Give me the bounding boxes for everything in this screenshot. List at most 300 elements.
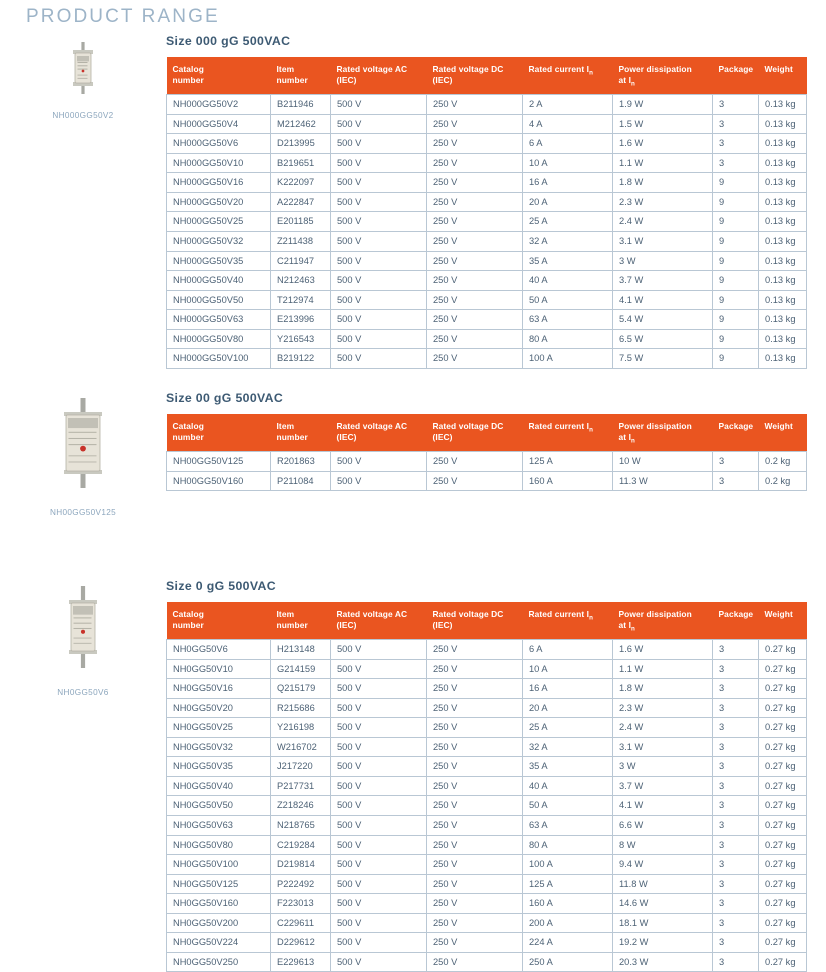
cell-item-number: M212462 <box>271 114 331 134</box>
cell-rated-current: 20 A <box>523 192 613 212</box>
cell-rated-voltage-ac: 500 V <box>331 251 427 271</box>
column-header-rated-voltage-ac: Rated voltage AC (IEC) <box>331 602 427 640</box>
cell-weight: 0.13 kg <box>759 192 807 212</box>
cell-catalog-number: NH000GG50V6 <box>167 134 271 154</box>
spec-table-block <box>144 391 826 491</box>
table-row <box>167 757 807 777</box>
cell-catalog-number: NH000GG50V16 <box>167 173 271 193</box>
cell-weight: 0.27 kg <box>759 835 807 855</box>
cell-rated-voltage-dc: 250 V <box>427 471 523 491</box>
cell-rated-current: 40 A <box>523 776 613 796</box>
spec-table <box>166 602 807 972</box>
cell-weight: 0.27 kg <box>759 776 807 796</box>
cell-catalog-number: NH000GG50V35 <box>167 251 271 271</box>
cell-weight: 0.13 kg <box>759 212 807 232</box>
cell-item-number: N218765 <box>271 815 331 835</box>
cell-power-dissipation: 6.5 W <box>613 329 713 349</box>
cell-rated-voltage-ac: 500 V <box>331 679 427 699</box>
cell-rated-voltage-dc: 250 V <box>427 952 523 972</box>
column-header-rated-current: Rated current $I_n$ <box>523 602 613 640</box>
table-row <box>167 874 807 894</box>
cell-weight: 0.27 kg <box>759 698 807 718</box>
column-header-rated-current: Rated current $I_n$ <box>523 57 613 95</box>
product-figure <box>22 579 144 697</box>
cell-catalog-number: NH0GG50V40 <box>167 776 271 796</box>
column-header-power-dissipation: Power dissipation at $I_n$ <box>613 57 713 95</box>
table-row <box>167 776 807 796</box>
table-row <box>167 134 807 154</box>
cell-rated-current: 2 A <box>523 95 613 115</box>
table-row <box>167 232 807 252</box>
table-row <box>167 153 807 173</box>
cell-weight: 0.27 kg <box>759 679 807 699</box>
cell-item-number: Q215179 <box>271 679 331 699</box>
cell-rated-voltage-ac: 500 V <box>331 452 427 472</box>
cell-weight: 0.13 kg <box>759 134 807 154</box>
cell-rated-voltage-ac: 500 V <box>331 232 427 252</box>
product-figure <box>22 34 144 120</box>
table-row <box>167 173 807 193</box>
column-header-rated-voltage-dc: Rated voltage DC (IEC) <box>427 414 523 452</box>
cell-rated-voltage-ac: 500 V <box>331 271 427 291</box>
cell-weight: 0.27 kg <box>759 815 807 835</box>
cell-rated-voltage-ac: 500 V <box>331 329 427 349</box>
column-header-catalog-number: Catalog number <box>167 602 271 640</box>
cell-rated-current: 80 A <box>523 329 613 349</box>
cell-package: 3 <box>713 737 759 757</box>
cell-catalog-number: NH0GG50V250 <box>167 952 271 972</box>
column-header-item-number: Item number <box>271 602 331 640</box>
column-header-package: Package <box>713 57 759 95</box>
table-row <box>167 640 807 660</box>
cell-rated-current: 50 A <box>523 796 613 816</box>
column-header-catalog-number: Catalog number <box>167 57 271 95</box>
nh-fuse-link-icon <box>46 397 120 494</box>
cell-rated-current: 224 A <box>523 933 613 953</box>
cell-power-dissipation: 2.3 W <box>613 192 713 212</box>
table-row <box>167 698 807 718</box>
cell-weight: 0.13 kg <box>759 349 807 369</box>
product-figure <box>22 391 144 517</box>
table-row <box>167 212 807 232</box>
cell-weight: 0.27 kg <box>759 933 807 953</box>
cell-rated-current: 50 A <box>523 290 613 310</box>
nh-fuse-link-icon <box>54 585 112 674</box>
cell-item-number: E201185 <box>271 212 331 232</box>
cell-weight: 0.13 kg <box>759 329 807 349</box>
cell-power-dissipation: 2.4 W <box>613 718 713 738</box>
cell-rated-voltage-dc: 250 V <box>427 349 523 369</box>
column-header-rated-voltage-dc: Rated voltage DC (IEC) <box>427 602 523 640</box>
cell-rated-voltage-ac: 500 V <box>331 192 427 212</box>
cell-rated-voltage-dc: 250 V <box>427 698 523 718</box>
cell-rated-voltage-dc: 250 V <box>427 874 523 894</box>
nh-fuse-link-icon <box>60 40 106 101</box>
cell-rated-current: 160 A <box>523 894 613 914</box>
cell-package: 3 <box>713 718 759 738</box>
cell-rated-current: 20 A <box>523 698 613 718</box>
cell-power-dissipation: 9.4 W <box>613 855 713 875</box>
cell-item-number: C219284 <box>271 835 331 855</box>
cell-catalog-number: NH0GG50V32 <box>167 737 271 757</box>
cell-item-number: C211947 <box>271 251 331 271</box>
cell-package: 3 <box>713 855 759 875</box>
table-row <box>167 349 807 369</box>
spec-table-block <box>144 579 826 972</box>
cell-catalog-number: NH0GG50V35 <box>167 757 271 777</box>
product-section <box>0 579 826 972</box>
column-header-rated-current: Rated current $I_n$ <box>523 414 613 452</box>
cell-rated-voltage-ac: 500 V <box>331 290 427 310</box>
column-header-package: Package <box>713 602 759 640</box>
cell-catalog-number: NH0GG50V16 <box>167 679 271 699</box>
cell-catalog-number: NH00GG50V160 <box>167 471 271 491</box>
cell-weight: 0.27 kg <box>759 640 807 660</box>
cell-rated-voltage-dc: 250 V <box>427 310 523 330</box>
cell-rated-voltage-ac: 500 V <box>331 737 427 757</box>
cell-rated-voltage-ac: 500 V <box>331 894 427 914</box>
cell-rated-voltage-ac: 500 V <box>331 855 427 875</box>
cell-item-number: B219651 <box>271 153 331 173</box>
cell-rated-current: 125 A <box>523 452 613 472</box>
table-row <box>167 251 807 271</box>
cell-weight: 0.13 kg <box>759 173 807 193</box>
cell-power-dissipation: 4.1 W <box>613 796 713 816</box>
cell-package: 9 <box>713 251 759 271</box>
cell-power-dissipation: 1.8 W <box>613 173 713 193</box>
cell-rated-voltage-ac: 500 V <box>331 153 427 173</box>
column-header-weight: Weight <box>759 414 807 452</box>
cell-power-dissipation: 3.1 W <box>613 232 713 252</box>
table-row <box>167 855 807 875</box>
cell-catalog-number: NH0GG50V63 <box>167 815 271 835</box>
cell-rated-voltage-ac: 500 V <box>331 471 427 491</box>
cell-item-number: D213995 <box>271 134 331 154</box>
cell-rated-voltage-dc: 250 V <box>427 737 523 757</box>
column-header-package: Package <box>713 414 759 452</box>
cell-catalog-number: NH000GG50V63 <box>167 310 271 330</box>
cell-rated-voltage-dc: 250 V <box>427 232 523 252</box>
cell-rated-current: 35 A <box>523 251 613 271</box>
cell-rated-voltage-ac: 500 V <box>331 913 427 933</box>
cell-rated-current: 100 A <box>523 349 613 369</box>
cell-item-number: D219814 <box>271 855 331 875</box>
cell-rated-voltage-dc: 250 V <box>427 757 523 777</box>
cell-rated-voltage-ac: 500 V <box>331 310 427 330</box>
cell-power-dissipation: 3.7 W <box>613 271 713 291</box>
cell-item-number: W216702 <box>271 737 331 757</box>
cell-rated-voltage-dc: 250 V <box>427 329 523 349</box>
cell-item-number: P211084 <box>271 471 331 491</box>
cell-item-number: R215686 <box>271 698 331 718</box>
cell-rated-voltage-dc: 250 V <box>427 776 523 796</box>
cell-package: 3 <box>713 796 759 816</box>
cell-rated-voltage-dc: 250 V <box>427 796 523 816</box>
product-caption: NH000GG50V2 <box>52 111 114 120</box>
cell-rated-voltage-dc: 250 V <box>427 640 523 660</box>
table-row <box>167 452 807 472</box>
product-caption: NH0GG50V6 <box>57 687 109 697</box>
cell-item-number: P222492 <box>271 874 331 894</box>
cell-weight: 0.27 kg <box>759 913 807 933</box>
section-heading: Size 00 gG 500VAC <box>166 390 284 405</box>
cell-package: 9 <box>713 329 759 349</box>
cell-rated-current: 16 A <box>523 679 613 699</box>
cell-weight: 0.13 kg <box>759 153 807 173</box>
table-row <box>167 952 807 972</box>
cell-package: 3 <box>713 933 759 953</box>
column-header-weight: Weight <box>759 602 807 640</box>
table-row <box>167 271 807 291</box>
cell-package: 3 <box>713 95 759 115</box>
table-row <box>167 894 807 914</box>
cell-weight: 0.27 kg <box>759 894 807 914</box>
cell-package: 3 <box>713 471 759 491</box>
cell-rated-voltage-dc: 250 V <box>427 251 523 271</box>
cell-power-dissipation: 8 W <box>613 835 713 855</box>
cell-rated-voltage-ac: 500 V <box>331 757 427 777</box>
cell-power-dissipation: 1.8 W <box>613 679 713 699</box>
cell-item-number: N212463 <box>271 271 331 291</box>
cell-item-number: D229612 <box>271 933 331 953</box>
cell-rated-voltage-ac: 500 V <box>331 134 427 154</box>
cell-item-number: C229611 <box>271 913 331 933</box>
cell-item-number: R201863 <box>271 452 331 472</box>
cell-catalog-number: NH0GG50V10 <box>167 659 271 679</box>
column-header-item-number: Item number <box>271 57 331 95</box>
cell-rated-voltage-dc: 250 V <box>427 835 523 855</box>
cell-rated-voltage-dc: 250 V <box>427 153 523 173</box>
cell-power-dissipation: 3 W <box>613 757 713 777</box>
cell-rated-voltage-dc: 250 V <box>427 212 523 232</box>
table-row <box>167 737 807 757</box>
cell-rated-current: 35 A <box>523 757 613 777</box>
cell-weight: 0.13 kg <box>759 271 807 291</box>
cell-package: 3 <box>713 134 759 154</box>
cell-item-number: Z211438 <box>271 232 331 252</box>
cell-catalog-number: NH000GG50V32 <box>167 232 271 252</box>
cell-catalog-number: NH0GG50V160 <box>167 894 271 914</box>
product-section <box>0 34 826 369</box>
cell-power-dissipation: 1.1 W <box>613 153 713 173</box>
cell-weight: 0.27 kg <box>759 874 807 894</box>
column-header-power-dissipation: Power dissipation at $I_n$ <box>613 414 713 452</box>
cell-package: 3 <box>713 913 759 933</box>
cell-item-number: H213148 <box>271 640 331 660</box>
cell-catalog-number: NH000GG50V40 <box>167 271 271 291</box>
table-header-row <box>167 414 807 452</box>
cell-package: 3 <box>713 659 759 679</box>
cell-package: 9 <box>713 271 759 291</box>
cell-rated-current: 250 A <box>523 952 613 972</box>
cell-catalog-number: NH0GG50V6 <box>167 640 271 660</box>
cell-rated-current: 25 A <box>523 718 613 738</box>
cell-rated-current: 63 A <box>523 310 613 330</box>
cell-package: 3 <box>713 952 759 972</box>
table-row <box>167 835 807 855</box>
cell-power-dissipation: 20.3 W <box>613 952 713 972</box>
cell-rated-voltage-dc: 250 V <box>427 815 523 835</box>
cell-rated-voltage-ac: 500 V <box>331 874 427 894</box>
cell-weight: 0.13 kg <box>759 310 807 330</box>
cell-rated-voltage-dc: 250 V <box>427 192 523 212</box>
cell-rated-voltage-ac: 500 V <box>331 95 427 115</box>
cell-package: 9 <box>713 310 759 330</box>
cell-rated-voltage-dc: 250 V <box>427 134 523 154</box>
cell-power-dissipation: 3.1 W <box>613 737 713 757</box>
table-row <box>167 659 807 679</box>
cell-power-dissipation: 18.1 W <box>613 913 713 933</box>
cell-power-dissipation: 7.5 W <box>613 349 713 369</box>
spec-table <box>166 57 807 369</box>
cell-catalog-number: NH000GG50V2 <box>167 95 271 115</box>
product-section <box>0 391 826 517</box>
cell-rated-current: 10 A <box>523 153 613 173</box>
cell-rated-voltage-dc: 250 V <box>427 659 523 679</box>
cell-package: 9 <box>713 173 759 193</box>
section-heading: Size 0 gG 500VAC <box>166 578 276 593</box>
cell-package: 3 <box>713 452 759 472</box>
product-caption: NH00GG50V125 <box>49 507 117 517</box>
cell-item-number: B219122 <box>271 349 331 369</box>
cell-catalog-number: NH0GG50V25 <box>167 718 271 738</box>
column-header-item-number: Item number <box>271 414 331 452</box>
cell-power-dissipation: 10 W <box>613 452 713 472</box>
cell-catalog-number: NH000GG50V10 <box>167 153 271 173</box>
cell-weight: 0.27 kg <box>759 757 807 777</box>
column-header-catalog-number: Catalog number <box>167 414 271 452</box>
cell-rated-voltage-ac: 500 V <box>331 114 427 134</box>
cell-rated-current: 6 A <box>523 134 613 154</box>
cell-item-number: Y216543 <box>271 329 331 349</box>
cell-package: 3 <box>713 894 759 914</box>
cell-item-number: B211946 <box>271 95 331 115</box>
cell-rated-voltage-dc: 250 V <box>427 452 523 472</box>
cell-item-number: Y216198 <box>271 718 331 738</box>
cell-item-number: A222847 <box>271 192 331 212</box>
cell-rated-current: 6 A <box>523 640 613 660</box>
cell-power-dissipation: 3 W <box>613 251 713 271</box>
cell-rated-current: 160 A <box>523 471 613 491</box>
cell-power-dissipation: 1.1 W <box>613 659 713 679</box>
table-row <box>167 815 807 835</box>
cell-package: 3 <box>713 757 759 777</box>
cell-catalog-number: NH0GG50V20 <box>167 698 271 718</box>
cell-package: 9 <box>713 212 759 232</box>
table-row <box>167 796 807 816</box>
cell-catalog-number: NH0GG50V50 <box>167 796 271 816</box>
cell-rated-voltage-ac: 500 V <box>331 212 427 232</box>
cell-weight: 0.27 kg <box>759 952 807 972</box>
cell-weight: 0.27 kg <box>759 796 807 816</box>
cell-item-number: E213996 <box>271 310 331 330</box>
cell-weight: 0.13 kg <box>759 251 807 271</box>
spec-table-block <box>144 34 826 369</box>
table-row <box>167 718 807 738</box>
cell-rated-voltage-dc: 250 V <box>427 114 523 134</box>
cell-package: 9 <box>713 349 759 369</box>
column-header-rated-voltage-ac: Rated voltage AC (IEC) <box>331 414 427 452</box>
cell-weight: 0.27 kg <box>759 659 807 679</box>
cell-power-dissipation: 11.8 W <box>613 874 713 894</box>
cell-rated-voltage-dc: 250 V <box>427 718 523 738</box>
cell-rated-current: 10 A <box>523 659 613 679</box>
cell-item-number: G214159 <box>271 659 331 679</box>
table-row <box>167 471 807 491</box>
cell-power-dissipation: 1.6 W <box>613 134 713 154</box>
cell-weight: 0.2 kg <box>759 452 807 472</box>
cell-weight: 0.13 kg <box>759 95 807 115</box>
cell-rated-current: 200 A <box>523 913 613 933</box>
cell-rated-voltage-dc: 250 V <box>427 855 523 875</box>
cell-package: 9 <box>713 232 759 252</box>
cell-catalog-number: NH000GG50V80 <box>167 329 271 349</box>
column-header-weight: Weight <box>759 57 807 95</box>
cell-rated-current: 125 A <box>523 874 613 894</box>
table-row <box>167 913 807 933</box>
cell-weight: 0.13 kg <box>759 290 807 310</box>
cell-rated-voltage-dc: 250 V <box>427 271 523 291</box>
cell-rated-voltage-ac: 500 V <box>331 776 427 796</box>
cell-power-dissipation: 3.7 W <box>613 776 713 796</box>
cell-weight: 0.2 kg <box>759 471 807 491</box>
table-row <box>167 679 807 699</box>
cell-rated-voltage-ac: 500 V <box>331 933 427 953</box>
cell-rated-current: 40 A <box>523 271 613 291</box>
cell-weight: 0.13 kg <box>759 114 807 134</box>
cell-power-dissipation: 1.6 W <box>613 640 713 660</box>
column-header-rated-voltage-ac: Rated voltage AC (IEC) <box>331 57 427 95</box>
cell-power-dissipation: 5.4 W <box>613 310 713 330</box>
table-header-row <box>167 602 807 640</box>
cell-package: 3 <box>713 114 759 134</box>
cell-package: 3 <box>713 815 759 835</box>
cell-rated-voltage-dc: 250 V <box>427 95 523 115</box>
cell-rated-current: 80 A <box>523 835 613 855</box>
section-heading: Size 000 gG 500VAC <box>166 34 291 48</box>
cell-weight: 0.27 kg <box>759 737 807 757</box>
cell-package: 9 <box>713 290 759 310</box>
column-header-rated-voltage-dc: Rated voltage DC (IEC) <box>427 57 523 95</box>
cell-catalog-number: NH000GG50V50 <box>167 290 271 310</box>
cell-item-number: J217220 <box>271 757 331 777</box>
cell-package: 3 <box>713 679 759 699</box>
table-row <box>167 290 807 310</box>
cell-power-dissipation: 19.2 W <box>613 933 713 953</box>
cell-catalog-number: NH000GG50V4 <box>167 114 271 134</box>
cell-item-number: Z218246 <box>271 796 331 816</box>
cell-item-number: K222097 <box>271 173 331 193</box>
cell-package: 3 <box>713 153 759 173</box>
cell-package: 3 <box>713 640 759 660</box>
cell-rated-current: 4 A <box>523 114 613 134</box>
cell-package: 3 <box>713 835 759 855</box>
cell-power-dissipation: 1.5 W <box>613 114 713 134</box>
cell-rated-voltage-ac: 500 V <box>331 718 427 738</box>
cell-catalog-number: NH000GG50V20 <box>167 192 271 212</box>
cell-power-dissipation: 2.3 W <box>613 698 713 718</box>
cell-power-dissipation: 2.4 W <box>613 212 713 232</box>
spec-table <box>166 414 807 491</box>
cell-power-dissipation: 4.1 W <box>613 290 713 310</box>
cell-catalog-number: NH000GG50V25 <box>167 212 271 232</box>
cell-rated-voltage-ac: 500 V <box>331 952 427 972</box>
cell-catalog-number: NH000GG50V100 <box>167 349 271 369</box>
table-row <box>167 114 807 134</box>
cell-rated-current: 63 A <box>523 815 613 835</box>
cell-rated-voltage-dc: 250 V <box>427 290 523 310</box>
cell-rated-voltage-dc: 250 V <box>427 913 523 933</box>
